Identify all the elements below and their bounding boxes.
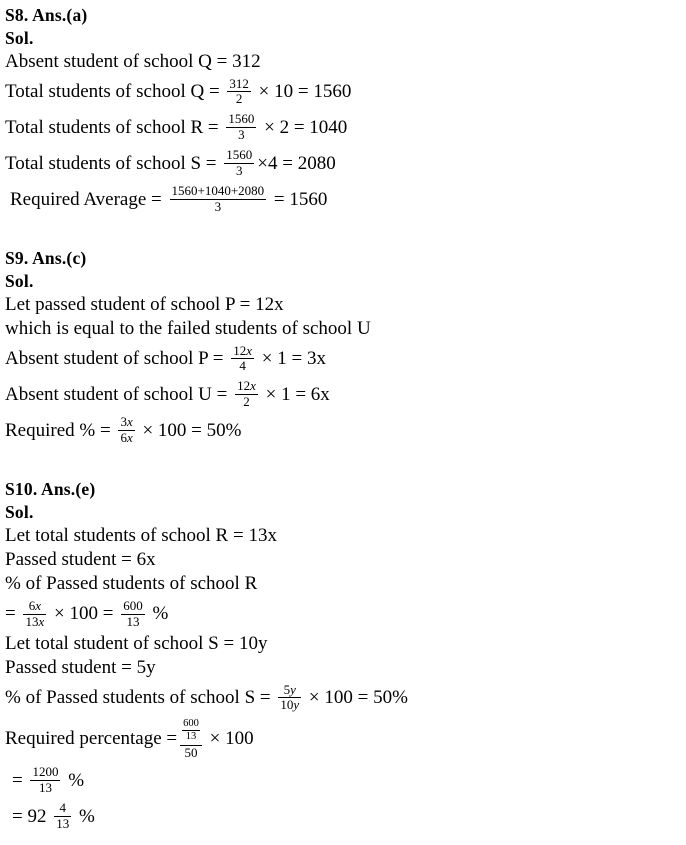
math-line xyxy=(5,573,680,596)
text-run: Total students of school R = xyxy=(5,116,224,138)
math-variable: y xyxy=(290,681,296,697)
fraction-denominator: 2 xyxy=(243,394,250,410)
text-run: Let passed student of school P = 12x xyxy=(5,294,284,315)
fraction xyxy=(30,765,60,796)
fraction-numerator: 312 xyxy=(229,75,249,91)
fraction-denominator: 2 xyxy=(235,91,243,107)
text-run: Passed student = 5y xyxy=(5,657,156,678)
text-run: Absent student of school P = xyxy=(5,347,229,369)
text-run: Required percentage = xyxy=(5,728,178,750)
answer-heading: S8. Ans.(a) xyxy=(5,5,88,25)
fraction xyxy=(231,344,254,375)
fraction xyxy=(182,718,200,743)
fraction-numerator: 6x xyxy=(23,599,46,615)
solution-lines xyxy=(5,51,680,218)
math-line xyxy=(5,342,680,377)
fraction-numerator: 4 xyxy=(54,801,71,817)
text-run: × 2 = 1040 xyxy=(259,116,348,138)
fraction xyxy=(224,148,254,179)
fraction-denominator: 6x xyxy=(120,430,133,446)
text-run: × 100 = 50% xyxy=(304,686,408,708)
solution-section-s10 xyxy=(5,478,680,834)
math-variable: x xyxy=(246,342,253,358)
text-run: × 10 = 1560 xyxy=(253,80,352,102)
math-line xyxy=(5,182,680,217)
fraction-denominator: 13 xyxy=(38,780,52,796)
text-run: % of Passed students of school R xyxy=(5,573,258,595)
math-line xyxy=(5,146,680,181)
fraction-denominator: 3 xyxy=(236,163,243,179)
fraction-numerator: 12x xyxy=(233,342,253,358)
fraction xyxy=(121,599,145,630)
math-line xyxy=(5,110,680,145)
sol-label: Sol. xyxy=(5,501,34,522)
text-run: % xyxy=(147,603,169,625)
math-line xyxy=(5,294,680,317)
text-run: Absent student of school Q = 312 xyxy=(5,51,261,72)
math-line xyxy=(5,318,680,341)
text-run: ×4 = 2080 xyxy=(257,152,336,174)
math-variable: x xyxy=(38,613,45,629)
fraction-numerator: 12x xyxy=(237,378,256,394)
fraction-numerator: 1560 xyxy=(228,111,255,127)
fraction-denominator: 13 xyxy=(56,816,70,832)
math-line xyxy=(5,763,680,798)
sol-label: Sol. xyxy=(5,270,34,291)
fraction-denominator: 13x xyxy=(25,613,45,629)
math-line xyxy=(5,633,680,656)
text-run: % xyxy=(63,769,85,791)
text-run: × 1 = 3x xyxy=(257,347,326,369)
math-line xyxy=(5,716,680,762)
fraction-numerator: 5y xyxy=(278,683,301,699)
text-run: = 1560 xyxy=(269,188,328,210)
fraction-numerator xyxy=(180,718,202,745)
nested-fraction xyxy=(180,718,202,760)
math-line xyxy=(5,549,680,572)
text-run: % xyxy=(74,805,95,827)
fraction-numerator: 1200 xyxy=(32,764,59,780)
text-run: Let total students of school R = 13x xyxy=(5,525,277,547)
fraction xyxy=(226,112,256,143)
text-run: % of Passed students of school S = xyxy=(5,686,276,708)
solution-lines xyxy=(5,294,680,449)
fraction xyxy=(227,77,251,108)
text-run: Let total student of school S = 10y xyxy=(5,633,268,654)
math-variable: x xyxy=(126,414,133,430)
solution-section-s9 xyxy=(5,247,680,448)
answer-heading: S10. Ans.(e) xyxy=(5,479,96,500)
text-run: = xyxy=(12,769,28,791)
text-run: × 100 = xyxy=(49,603,119,625)
math-line xyxy=(5,413,680,448)
math-variable: x xyxy=(250,378,256,394)
text-run: = 92 xyxy=(12,805,52,827)
math-line xyxy=(5,597,680,632)
fraction-denominator: 3 xyxy=(238,127,245,143)
math-line xyxy=(5,681,680,716)
math-line xyxy=(5,657,680,680)
text-run: × 100 xyxy=(204,728,254,750)
fraction-numerator: 3x xyxy=(120,414,133,430)
fraction-numerator: 1560+1040+2080 xyxy=(171,183,265,199)
fraction-denominator: 13 xyxy=(126,613,140,629)
text-run: which is equal to the failed students of school U xyxy=(5,318,371,339)
fraction-numerator: 600 xyxy=(182,718,200,731)
solution-section-s8 xyxy=(5,4,680,217)
text-run: × 100 = 50% xyxy=(137,419,242,441)
math-line xyxy=(5,51,680,74)
text-run: Required % = xyxy=(5,419,116,441)
answer-heading: S9. Ans.(c) xyxy=(5,248,87,268)
text-run: Passed student = 6x xyxy=(5,549,156,571)
sol-label: Sol. xyxy=(5,27,34,48)
math-line xyxy=(5,75,680,110)
text-run: Required Average = xyxy=(10,188,167,210)
text-run: × 1 = 6x xyxy=(260,383,330,405)
math-variable: x xyxy=(126,430,133,446)
fraction xyxy=(170,184,267,215)
text-run: Total students of school Q = xyxy=(5,80,225,102)
fraction xyxy=(118,415,134,446)
text-run: Total students of school S = xyxy=(5,152,222,174)
text-run: Absent student of school U = xyxy=(5,383,233,405)
fraction-numerator: 600 xyxy=(123,597,143,613)
fraction-denominator: 50 xyxy=(184,744,198,760)
fraction xyxy=(54,801,71,832)
fraction-denominator: 13 xyxy=(185,731,197,743)
fraction-denominator: 4 xyxy=(239,358,246,374)
fraction xyxy=(235,379,258,410)
math-line xyxy=(5,799,680,834)
math-variable: x xyxy=(35,597,41,613)
text-run: = xyxy=(5,603,21,625)
fraction xyxy=(23,599,46,630)
solution-lines xyxy=(5,525,680,835)
math-variable: y xyxy=(293,697,300,713)
math-line xyxy=(5,377,680,412)
fraction xyxy=(278,683,301,714)
math-line xyxy=(5,525,680,548)
fraction-denominator: 10y xyxy=(280,697,300,713)
fraction-denominator: 3 xyxy=(214,199,222,215)
fraction-numerator: 1560 xyxy=(226,147,253,163)
